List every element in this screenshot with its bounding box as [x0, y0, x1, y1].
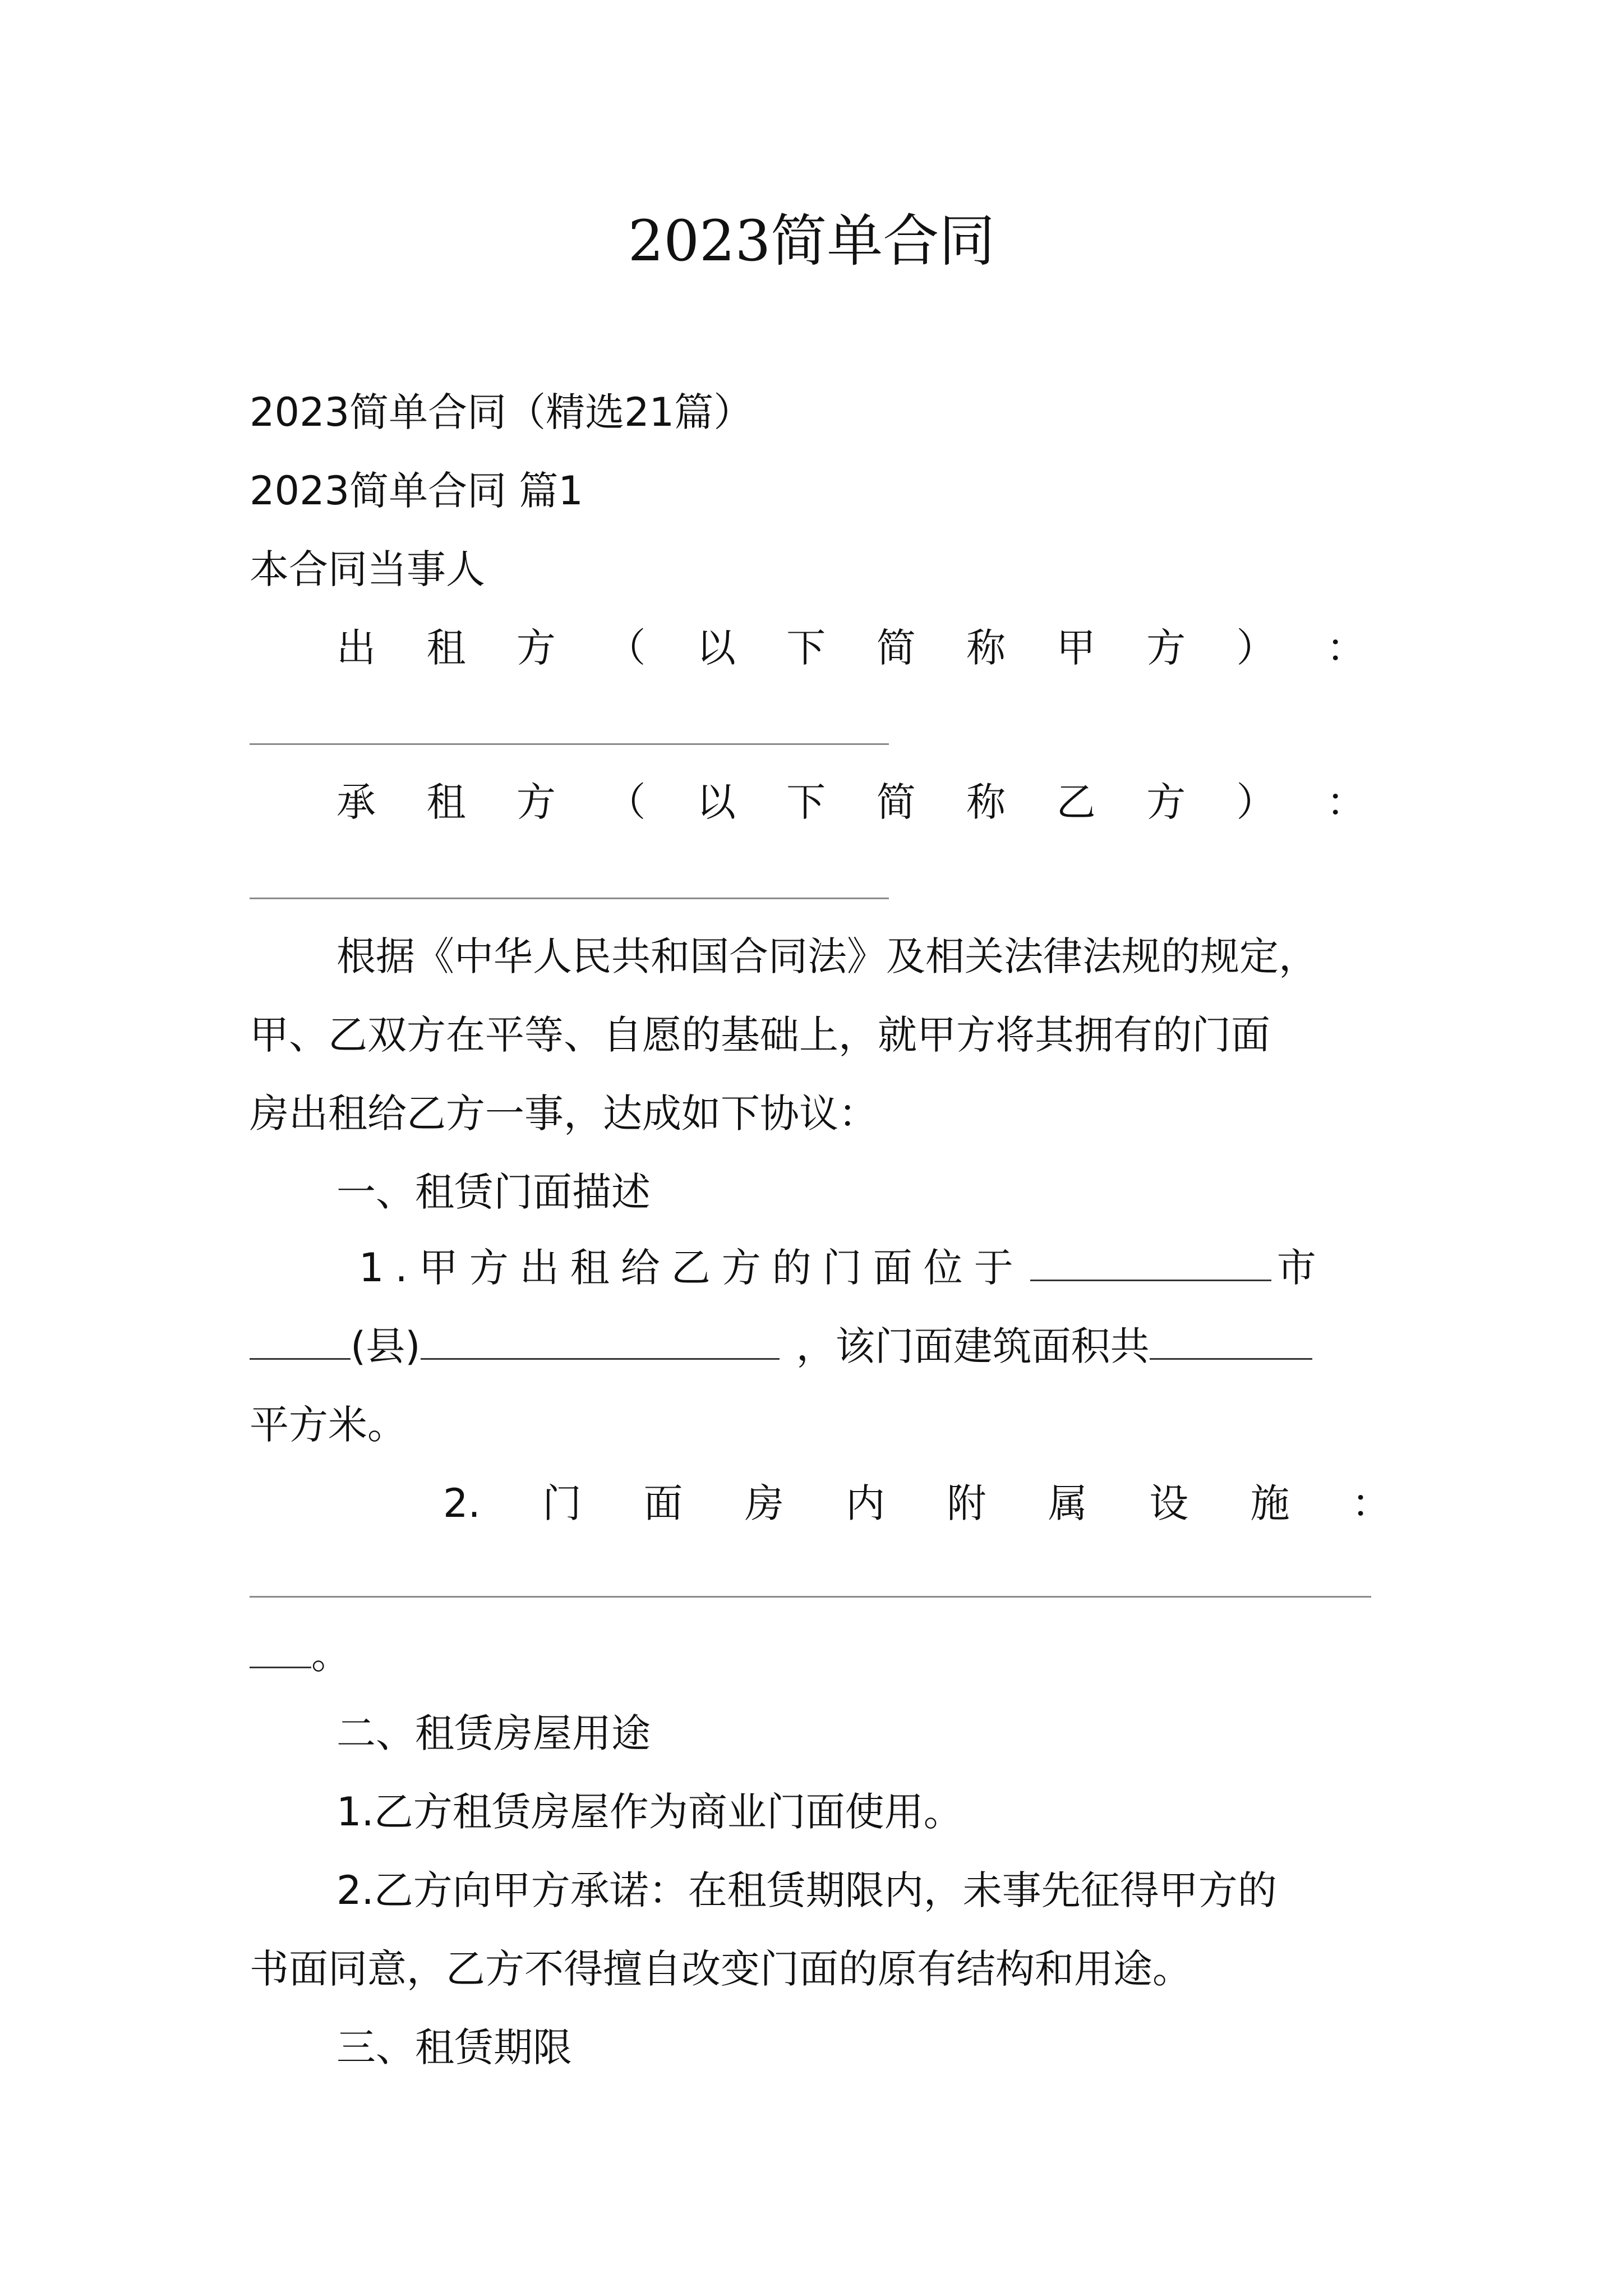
- period: 。: [311, 1632, 351, 1678]
- char: 施: [1250, 1480, 1290, 1526]
- char: （: [606, 625, 646, 671]
- lessor-label: [336, 623, 1366, 673]
- area-unit: 平方米。: [250, 1402, 407, 1448]
- clause-2-2-continued: 书面同意，乙方不得擅自改变门面的原有结构和用途。: [250, 1946, 1192, 1992]
- clause-1-1: [359, 1243, 1391, 1293]
- location-blank: [1030, 1243, 1271, 1281]
- document-title: 2023简单合同: [628, 208, 995, 274]
- char: 出: [336, 625, 376, 671]
- char: ：: [1326, 779, 1366, 825]
- section-heading-2: 二、租赁房屋用途: [336, 1710, 651, 1756]
- lessee-label: [336, 777, 1366, 827]
- char: 称: [966, 779, 1006, 825]
- document-subtitle: 2023简单合同（精选21篇）: [250, 389, 753, 435]
- city-blank: [250, 1321, 351, 1360]
- char: 甲: [1056, 625, 1096, 671]
- char: ）: [1236, 625, 1276, 671]
- char: 称: [966, 625, 1006, 671]
- lessor-fill-line: [250, 743, 889, 745]
- clause-1-2: [443, 1478, 1391, 1529]
- section-heading-1: 一、租赁门面描述: [336, 1169, 651, 1215]
- char: 设: [1149, 1480, 1189, 1526]
- clause-2-2: 2.乙方向甲方承诺：在租赁期限内，未事先征得甲方的: [336, 1867, 1277, 1913]
- char: 租: [426, 779, 466, 825]
- preamble-line: 根据《中华人民共和国合同法》及相关法律法规的规定，: [336, 933, 1318, 979]
- facilities-fill-line: [250, 1596, 1371, 1598]
- clause-1-1-continued: [250, 1321, 1388, 1372]
- lessee-fill-line: [250, 898, 889, 899]
- char: 内: [846, 1480, 886, 1526]
- char: 门: [542, 1480, 582, 1526]
- char: （: [606, 779, 646, 825]
- char: 方: [516, 625, 556, 671]
- char: 简: [876, 625, 916, 671]
- county-label: (县): [351, 1323, 421, 1369]
- section-heading-3: 三、租赁期限: [336, 2024, 572, 2070]
- char: 方: [1146, 779, 1186, 825]
- char: 方: [516, 779, 556, 825]
- char: 房: [744, 1480, 784, 1526]
- char: ：: [1351, 1480, 1391, 1526]
- clause-2-1: 1.乙方租赁房屋作为商业门面使用。: [336, 1789, 963, 1835]
- preamble-line: 房出租给乙方一事，达成如下协议：: [250, 1091, 878, 1137]
- area-blank: [1150, 1321, 1312, 1360]
- city-label: 市: [1276, 1245, 1327, 1291]
- char: 下: [786, 625, 826, 671]
- char: 下: [786, 779, 826, 825]
- char: 以: [696, 625, 736, 671]
- char: ）: [1236, 779, 1276, 825]
- char: 承: [336, 779, 376, 825]
- parties-intro: 本合同当事人: [250, 546, 485, 592]
- char: 以: [696, 779, 736, 825]
- facilities-blank: [250, 1630, 311, 1668]
- char: ：: [1326, 625, 1366, 671]
- char: 乙: [1056, 779, 1096, 825]
- preamble-line: 甲、乙双方在平等、自愿的基础上，就甲方将其拥有的门面: [250, 1012, 1270, 1058]
- section-heading: 2023简单合同 篇1: [250, 468, 583, 514]
- char: 面: [643, 1480, 683, 1526]
- char: 租: [426, 625, 466, 671]
- char: 简: [876, 779, 916, 825]
- area-label: ，该门面建筑面积共: [796, 1323, 1150, 1369]
- char: 附: [947, 1480, 986, 1526]
- county-blank: [421, 1321, 780, 1360]
- char: 方: [1146, 625, 1186, 671]
- char: 属: [1048, 1480, 1087, 1526]
- facilities-end: [250, 1630, 1388, 1680]
- clause-text: 1.甲方出租给乙方的门面位于: [359, 1245, 1025, 1291]
- char: 2.: [443, 1480, 481, 1526]
